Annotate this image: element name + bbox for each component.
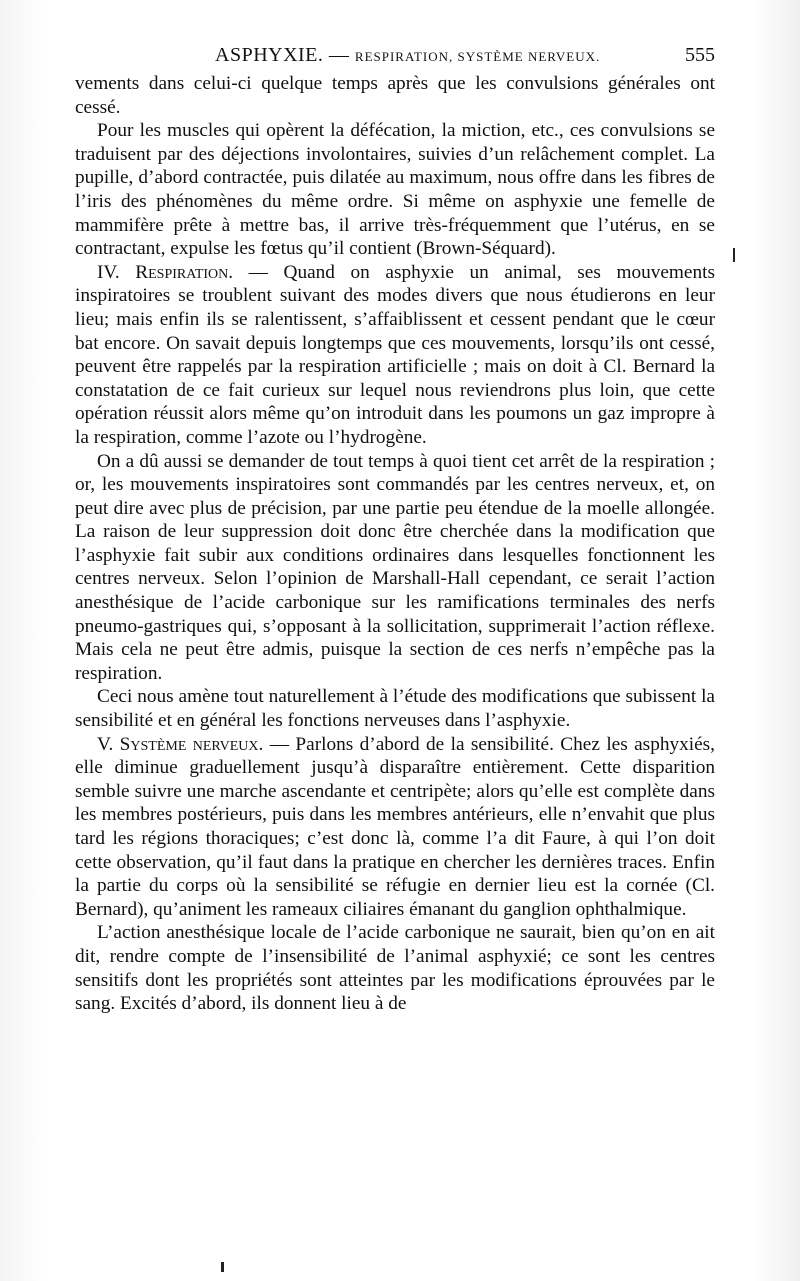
section-paragraph-respiration: [75, 261, 715, 450]
paragraph: [75, 921, 715, 1015]
margin-mark: [733, 248, 735, 262]
page-header: [75, 40, 715, 70]
paragraph-text: — Parlons d’abord de la sensibilité. Chez les asphyxiés, elle diminue graduellement jusqu’à disparaître entièrement. Cette disparition semble suivre une marche ascendante et centripète; alors qu’elle est complète dans les membres postérieurs, puis dans les membres antérieurs, elle n’envahit que plus tard les régions thoraciques; c’est donc là, comme l’a dit Faure, à qui l’on doit cette observation, qu’il faut dans la pratique en chercher les dernières traces. Enfin la partie du corps où la sensibilité se réfugie en dernier lieu est la cornée (Cl. Bernard), qu’animent les rameaux ciliaires émanant du ganglion ophthalmique.: [75, 733, 715, 920]
paragraph-text: Ceci nous amène tout naturellement à l’étude des modifications que subissent la sensibilité et en général les fonctions nerveuses dans l’asphyxie.: [75, 686, 715, 732]
running-head-subtitle: RESPIRATION, SYSTÈME NERVEUX.: [354, 49, 601, 64]
page-number: 555: [685, 44, 715, 66]
running-head: [215, 40, 600, 72]
section-heading: V. Système nerveux.: [97, 733, 264, 755]
bottom-mark: [221, 1262, 224, 1272]
paragraph: [75, 685, 715, 732]
section-heading: IV. Respiration.: [97, 261, 234, 283]
body-text: [75, 72, 715, 1016]
paragraph-text: L’action anesthésique locale de l’acide carbonique ne saurait, bien qu’on en ait dit, rendre compte de l’insensibilité de l’animal asphyxié; ce sont les centres sensitifs dont les propriétés sont atteintes par les modifications éprouvées par le sang. Excités d’abord, ils donnent lieu à de: [75, 922, 715, 1015]
paragraph-text: On a dû aussi se demander de tout temps à quoi tient cet arrêt de la respiration ; or, les mouvements inspiratoires sont commandés par les centres nerveux, et, on peut dire avec plus de précision, par une partie peu étendue de la moelle allongée. La raison de leur suppression doit donc être cherchée dans la modification que l’asphyxie fait subir aux conditions ordinaires dans lesquelles fonctionnent les centres nerveux. Selon l’opinion de Marshall-Hall cependant, ce serait l’action anesthésique de l’acide carbonique sur les ramifications terminales des nerfs pneumo-gastriques qui, s’opposant à la sollicitation, supprimerait l’action réflexe. Mais cela ne peut être admis, puisque la section de ces nerfs n’empêche pas la respiration.: [75, 450, 715, 684]
paragraph: [75, 119, 715, 261]
paragraph-text: Pour les muscles qui opèrent la défécation, la miction, etc., ces convulsions se traduisent par des déjections involontaires, suivies d’un relâchement complet. La pupille, d’abord contractée, puis dilatée au maximum, nous offre dans les fibres de l’iris des phénomènes du même ordre. Si même on asphyxie une femelle de mammifère prête à mettre bas, il arrive très-fréquemment que l’utérus, en se contractant, expulse les fœtus qu’il contient (Brown-Séquard).: [75, 120, 715, 260]
paragraph-text: vements dans celui-ci quelque temps après que les convulsions générales ont cessé.: [75, 73, 715, 118]
paragraph-continuation: [75, 72, 715, 119]
paragraph-text: — Quand on asphyxie un animal, ses mouvements inspiratoires se troublent suivant des modes divers que nous étudierons en leur lieu; mais enfin ils se ralentissent, s’affaiblissent et cessent pendant que le cœur bat encore. On savait depuis longtemps que ces mouvements, lorsqu’ils ont cessé, peuvent être rappelés par la respiration artificielle ; mais on doit à Cl. Bernard la constatation de ce fait curieux sur lequel nous reviendrons plus loin, que cette opération réussit alors même qu’on introduit dans les poumons un gaz impropre à la respiration, comme l’azote ou l’hydrogène.: [75, 261, 715, 448]
running-head-dash: —: [328, 44, 350, 66]
section-paragraph-systeme-nerveux: [75, 733, 715, 922]
running-head-title: ASPHYXIE.: [215, 44, 324, 66]
paragraph: [75, 450, 715, 686]
